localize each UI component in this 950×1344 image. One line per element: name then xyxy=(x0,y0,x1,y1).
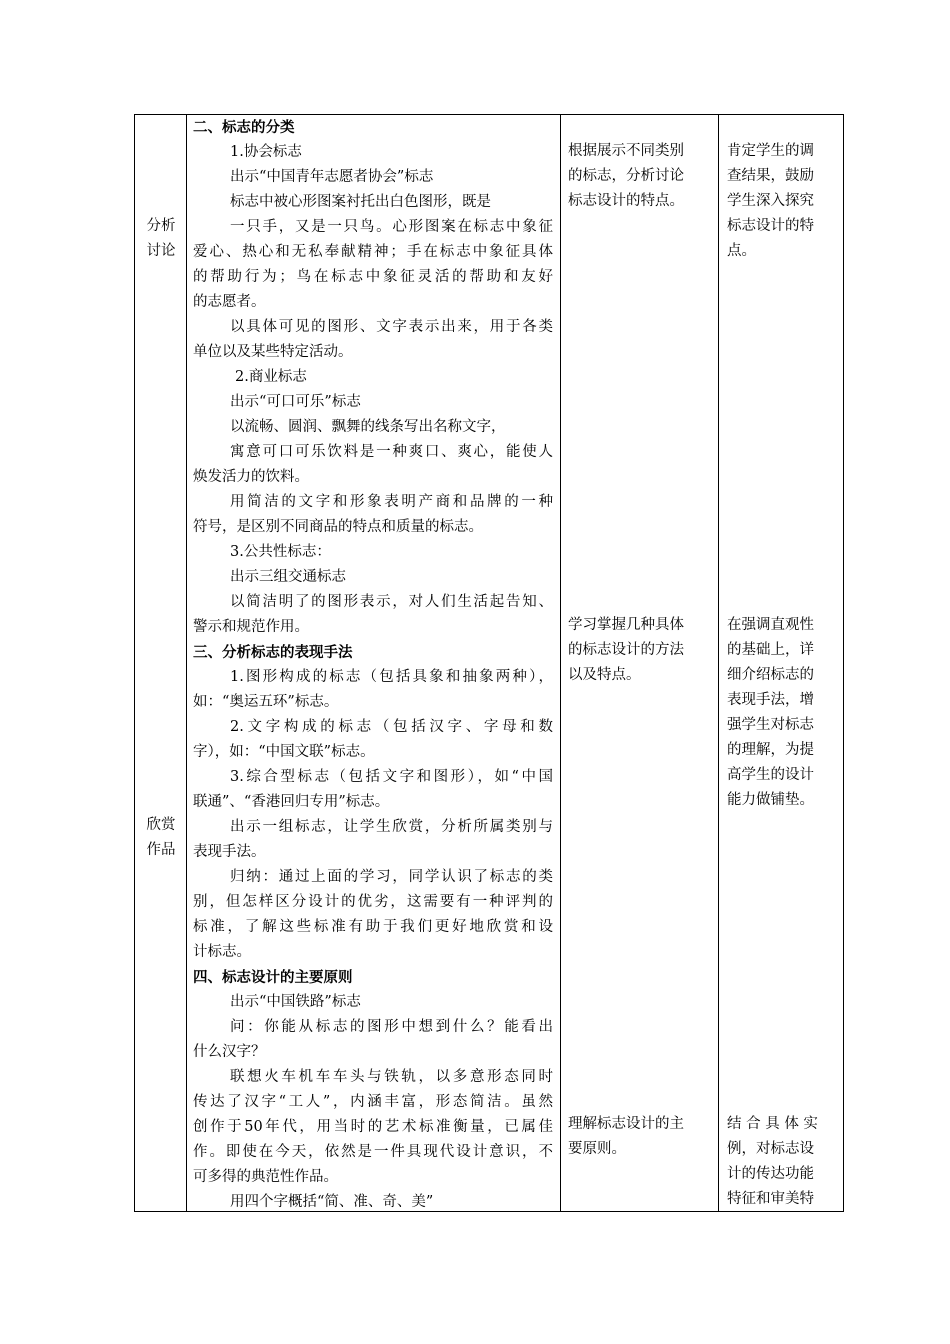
content-line: 出示“可口可乐”标志 xyxy=(230,394,361,410)
content-line: 1.图形构成的标志（包括具象和抽象两种）， xyxy=(230,669,553,685)
content-line: 2.文字构成的标志（包括汉字、字母和数 xyxy=(230,719,553,735)
intent-line: 标志设计的特 xyxy=(727,218,814,234)
intent-line: 的理解，为提 xyxy=(727,742,814,758)
activity-line: 根据展示不同类别 xyxy=(568,143,684,159)
content-line: 出示三组交通标志 xyxy=(230,569,346,585)
content-line: 符号，是区别不同商品的特点和质量的标志。 xyxy=(193,519,483,535)
content-line: 标志中被心形图案衬托出白色图形，既是 xyxy=(230,194,491,210)
design-intent-1 xyxy=(727,139,839,264)
activity-line: 理解标志设计的主 xyxy=(568,1116,684,1132)
content-line: 出示“中国铁路”标志 xyxy=(230,994,361,1010)
content-line: 字），如：“中国文联”标志。 xyxy=(193,744,375,760)
content-line: 别，但怎样区分设计的优劣，这需要有一种评判的 xyxy=(193,894,553,910)
intent-line: 表现手法，增 xyxy=(727,692,814,708)
intent-line: 肯定学生的调 xyxy=(727,143,814,159)
intent-line: 查结果，鼓励 xyxy=(727,168,814,184)
activity-line: 以及特点。 xyxy=(568,667,641,683)
content-line: 归纳：通过上面的学习，同学认识了标志的类 xyxy=(230,869,553,885)
stage-label-line: 分析 xyxy=(146,218,176,234)
teaching-content xyxy=(193,115,553,1215)
column-divider xyxy=(560,115,561,1211)
content-line: 计标志。 xyxy=(193,944,251,960)
content-line: 如：“奥运五环”标志。 xyxy=(193,694,339,710)
content-line: 的志愿者。 xyxy=(193,294,266,310)
content-line: 3.公共性标志： xyxy=(230,544,331,560)
content-line: 焕发活力的饮料。 xyxy=(193,469,309,485)
column-divider xyxy=(718,115,719,1211)
intent-line: 高学生的设计 xyxy=(727,767,814,783)
stage-label-line: 讨论 xyxy=(146,243,176,259)
content-line: 联通”、“香港回归专用”标志。 xyxy=(193,794,390,810)
intent-line: 例，对标志设 xyxy=(727,1141,814,1157)
content-line: 以流畅、圆润、飘舞的线条写出名称文字， xyxy=(230,419,506,435)
content-line: 3.综合型标志（包括文字和图形），如“中国 xyxy=(230,769,553,785)
intent-line: 强学生对标志 xyxy=(727,717,814,733)
intent-line: 的基础上，详 xyxy=(727,642,814,658)
content-line: 以简洁明了的图形表示，对人们生活起告知、 xyxy=(230,594,553,610)
content-line: 警示和规范作用。 xyxy=(193,619,309,635)
content-line: 出示一组标志，让学生欣赏，分析所属类别与 xyxy=(230,819,553,835)
intent-line: 结 合 具 体 实 xyxy=(727,1116,818,1132)
content-line: 标准，了解这些标准有助于我们更好地欣赏和设 xyxy=(193,919,553,935)
lesson-plan-table xyxy=(134,114,844,1212)
intent-line: 计的传达功能 xyxy=(727,1166,814,1182)
content-line: 问：你能从标志的图形中想到什么？能看出 xyxy=(230,1019,553,1035)
intent-line: 点。 xyxy=(727,243,756,259)
content-line: 表现手法。 xyxy=(193,844,266,860)
content-line: 可多得的典范性作品。 xyxy=(193,1169,338,1185)
student-activity-3 xyxy=(568,1112,718,1162)
content-line: 爱心、热心和无私奉献精神；手在标志中象征具体 xyxy=(193,244,553,260)
activity-line: 学习掌握几种具体 xyxy=(568,617,684,633)
column-divider xyxy=(186,115,187,1211)
design-intent-3 xyxy=(727,1112,839,1212)
student-activity-2 xyxy=(568,613,718,688)
activity-line: 的标志，分析讨论 xyxy=(568,168,684,184)
stage-label-discussion xyxy=(141,214,181,264)
content-line: 用四个字概括“简、准、奇、美” xyxy=(230,1194,434,1210)
content-line: 传达了汉字“工人”，内涵丰富，形态简洁。虽然 xyxy=(193,1094,553,1110)
stage-label-appreciation xyxy=(141,813,181,863)
content-line: 联想火车机车车头与铁轨，以多意形态同时 xyxy=(230,1069,553,1085)
content-line: 1.协会标志 xyxy=(230,144,302,160)
design-intent-2 xyxy=(727,613,839,813)
content-line: 2.商业标志 xyxy=(235,369,307,385)
intent-line: 细介绍标志的 xyxy=(727,667,814,683)
content-line: 一只手，又是一只鸟。心形图案在标志中象征 xyxy=(230,219,553,235)
content-line: 什么汉字？ xyxy=(193,1044,266,1060)
activity-line: 标志设计的特点。 xyxy=(568,193,684,209)
content-line: 用简洁的文字和形象表明产商和品牌的一种 xyxy=(230,494,553,510)
activity-line: 的标志设计的方法 xyxy=(568,642,684,658)
intent-line: 特征和审美特 xyxy=(727,1191,814,1207)
content-line: 出示“中国青年志愿者协会”标志 xyxy=(230,169,434,185)
content-line: 的帮助行为；鸟在标志中象征灵活的帮助和友好 xyxy=(193,269,553,285)
content-line: 创作于50年代，用当时的艺术标准衡量，已属佳 xyxy=(193,1119,553,1135)
intent-line: 在强调直观性 xyxy=(727,617,814,633)
section-heading: 二、标志的分类 xyxy=(193,119,295,136)
stage-label-line: 作品 xyxy=(146,842,176,858)
section-heading: 三、分析标志的表现手法 xyxy=(193,644,353,661)
section-heading: 四、标志设计的主要原则 xyxy=(193,969,353,986)
content-line: 单位以及某些特定活动。 xyxy=(193,344,353,360)
student-activity-1 xyxy=(568,139,718,214)
content-line: 以具体可见的图形、文字表示出来，用于各类 xyxy=(230,319,553,335)
content-line: 寓意可口可乐饮料是一种爽口、爽心，能使人 xyxy=(230,444,553,460)
intent-line: 学生深入探究 xyxy=(727,193,814,209)
content-line: 作。即使在今天，依然是一件具现代设计意识，不 xyxy=(193,1144,553,1160)
stage-label-line: 欣赏 xyxy=(146,817,176,833)
activity-line: 要原则。 xyxy=(568,1141,626,1157)
intent-line: 能力做铺垫。 xyxy=(727,792,814,808)
